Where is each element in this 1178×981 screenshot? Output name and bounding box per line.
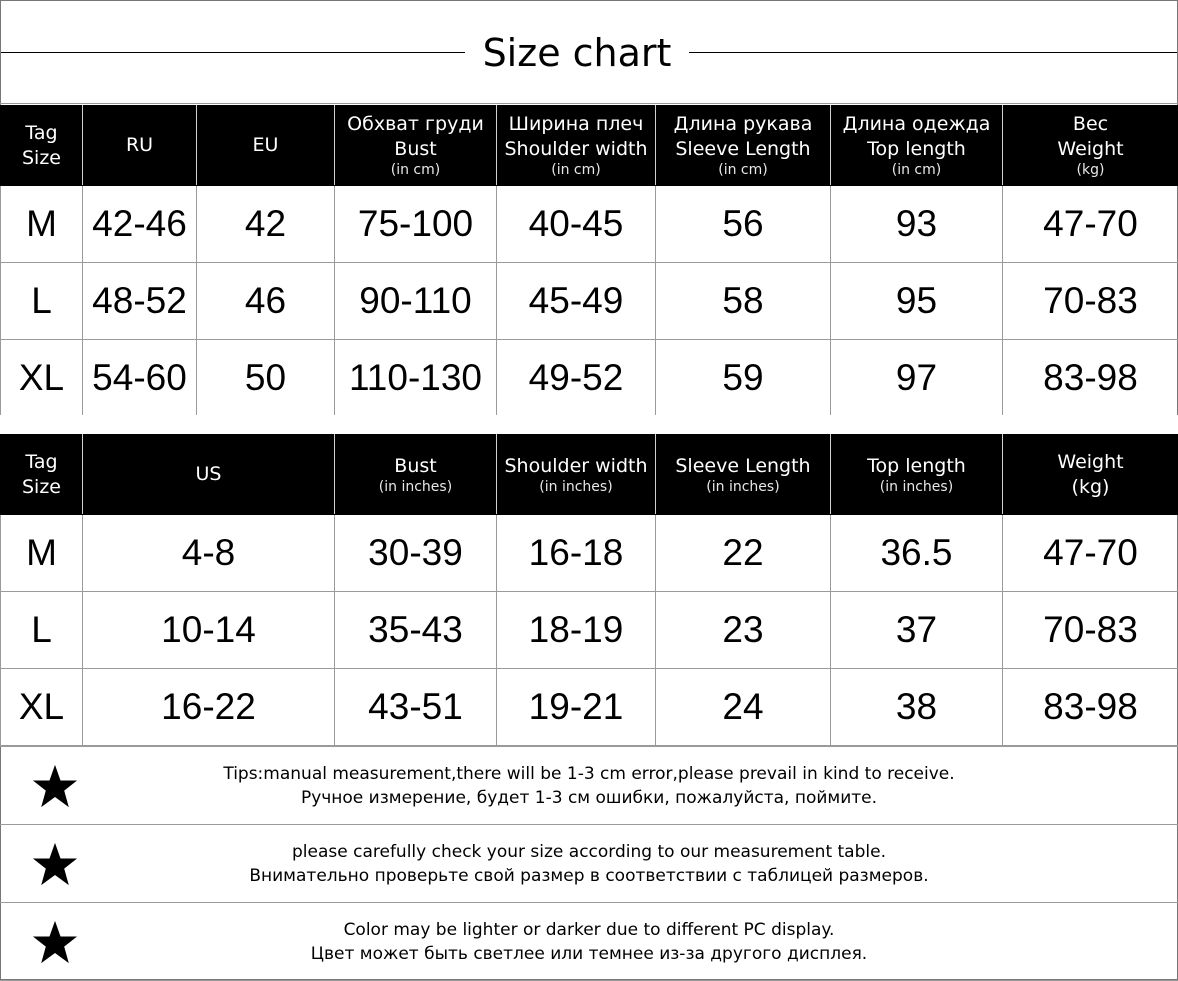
tip-russian: Ручное измерение, будет 1-3 см ошибки, пожалуйста, поймите. [223,786,954,810]
tip-english: Tips:manual measurement,there will be 1-3 cm error,please prevail in kind to receive. [223,762,954,786]
cell-top-length: 93 [831,186,1003,263]
cell-bust: 30-39 [335,515,497,592]
cell-eu: 50 [197,340,335,417]
cell-weight: 70-83 [1003,592,1178,669]
header-tag-size: Tag Size [1,106,83,186]
cell-weight: 47-70 [1003,515,1178,592]
table-gap [0,415,1178,434]
header-shoulder: Shoulder width (in inches) [497,435,656,515]
cell-shoulder: 16-18 [497,515,656,592]
imperial-header-row [1,435,1178,515]
cell-bust: 35-43 [335,592,497,669]
tips-section [0,746,1178,981]
cell-us: 4-8 [83,515,335,592]
cell-tag-size: L [1,592,83,669]
title-rule-left [1,52,465,53]
cell-top-length: 95 [831,263,1003,340]
cell-sleeve: 24 [656,669,831,746]
cell-sleeve: 23 [656,592,831,669]
cell-tag-size: XL [1,669,83,746]
tip-row [0,824,1178,902]
table-row [1,186,1178,263]
cell-weight: 83-98 [1003,340,1178,417]
cell-sleeve: 59 [656,340,831,417]
table-row [1,263,1178,340]
header-shoulder: Ширина плеч Shoulder width (in cm) [497,106,656,186]
cell-tag-size: L [1,263,83,340]
title-rule-right [689,52,1177,53]
tip-russian: Внимательно проверьте свой размер в соответствии с таблицей размеров. [249,864,928,888]
header-sleeve: Длина рукава Sleeve Length (in cm) [656,106,831,186]
table-row [1,515,1178,592]
cell-ru: 42-46 [83,186,197,263]
tip-english: Color may be lighter or darker due to different PC display. [311,918,867,942]
header-weight: Weight (kg) [1003,435,1178,515]
metric-header-row [1,106,1178,186]
tip-russian: Цвет может быть светлее или темнее из-за другого дисплея. [311,942,867,966]
header-ru: RU [83,106,197,186]
header-eu: EU [197,106,335,186]
cell-shoulder: 45-49 [497,263,656,340]
tip-english: please carefully check your size according to our measurement table. [249,840,928,864]
header-sleeve: Sleeve Length (in inches) [656,435,831,515]
cell-bust: 110-130 [335,340,497,417]
header-bust: Обхват груди Bust (in cm) [335,106,497,186]
cell-sleeve: 58 [656,263,831,340]
cell-bust: 90-110 [335,263,497,340]
header-us: US [83,435,335,515]
cell-ru: 48-52 [83,263,197,340]
title-divider [0,103,1178,104]
tip-text [311,918,867,966]
cell-eu: 46 [197,263,335,340]
cell-bust: 75-100 [335,186,497,263]
metric-size-table [0,105,1178,417]
star-icon [32,763,78,809]
cell-eu: 42 [197,186,335,263]
page-title: Size chart [465,28,689,78]
cell-tag-size: M [1,515,83,592]
imperial-size-table [0,434,1178,746]
cell-us: 10-14 [83,592,335,669]
cell-shoulder: 49-52 [497,340,656,417]
cell-sleeve: 56 [656,186,831,263]
table-row [1,340,1178,417]
cell-weight: 70-83 [1003,263,1178,340]
cell-shoulder: 18-19 [497,592,656,669]
table-row [1,669,1178,746]
star-icon [32,919,78,965]
cell-us: 16-22 [83,669,335,746]
cell-top-length: 97 [831,340,1003,417]
table-row [1,592,1178,669]
title-bar [1,0,1177,104]
cell-shoulder: 40-45 [497,186,656,263]
cell-bust: 43-51 [335,669,497,746]
header-tag-size: Tag Size [1,435,83,515]
cell-sleeve: 22 [656,515,831,592]
cell-tag-size: M [1,186,83,263]
tip-row [0,902,1178,981]
tip-text [249,840,928,888]
cell-shoulder: 19-21 [497,669,656,746]
cell-ru: 54-60 [83,340,197,417]
header-bust: Bust (in inches) [335,435,497,515]
header-top-length: Top length (in inches) [831,435,1003,515]
cell-top-length: 38 [831,669,1003,746]
cell-tag-size: XL [1,340,83,417]
header-top-length: Длина одежда Top length (in cm) [831,106,1003,186]
cell-weight: 47-70 [1003,186,1178,263]
tip-row [0,746,1178,824]
cell-top-length: 37 [831,592,1003,669]
tip-text [223,762,954,810]
star-icon [32,841,78,887]
cell-weight: 83-98 [1003,669,1178,746]
cell-top-length: 36.5 [831,515,1003,592]
header-weight: Вес Weight (kg) [1003,106,1178,186]
